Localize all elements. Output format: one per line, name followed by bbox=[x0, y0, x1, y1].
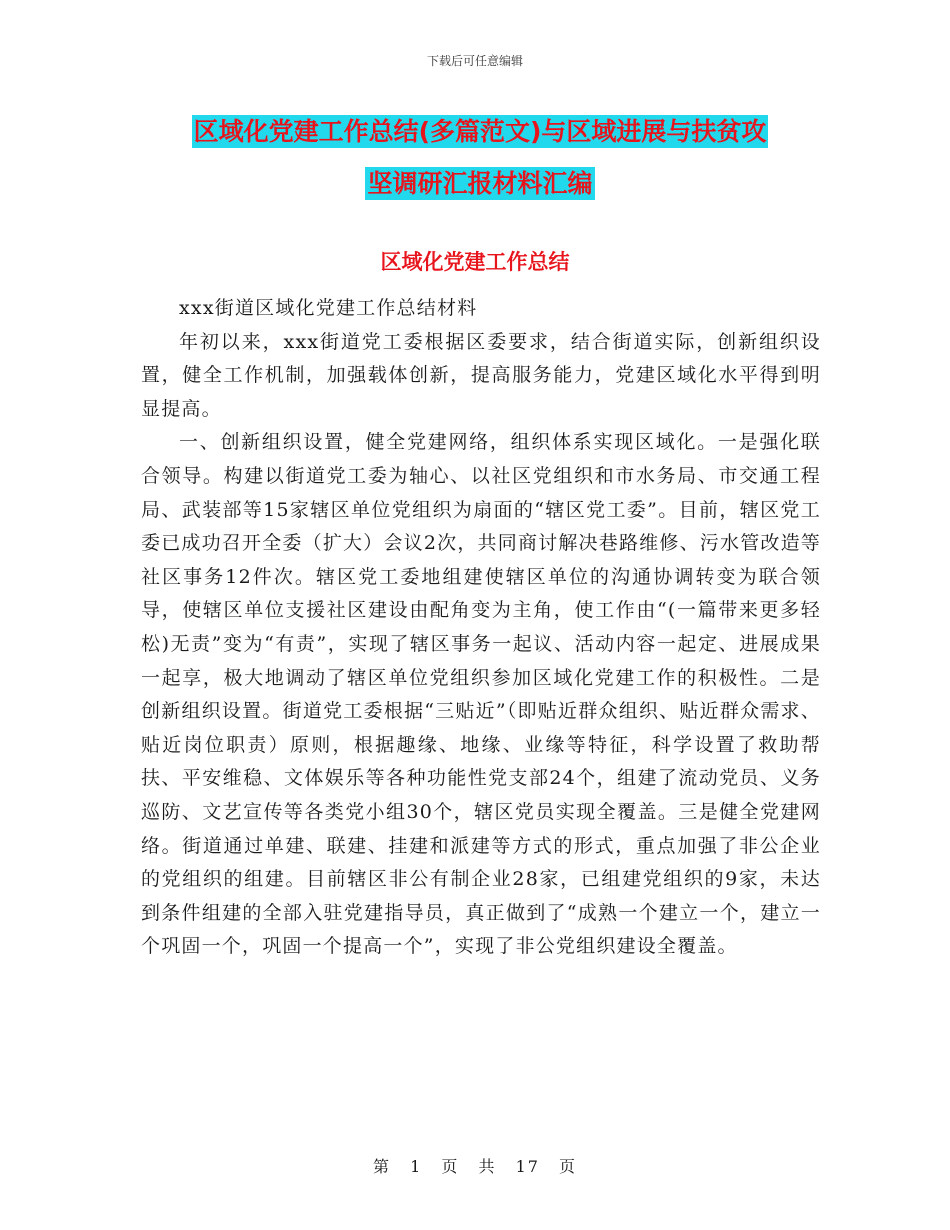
footer-label-unit2: 页 bbox=[559, 1157, 578, 1176]
paragraph: 年初以来，xxx街道党工委根据区委要求，结合街道实际，创新组织设置，健全工作机制，加强载体创新，提高服务能力，党建区域化水平得到明显提高。 bbox=[141, 330, 821, 420]
header-note: 下载后可任意编辑 bbox=[426, 54, 523, 68]
footer-label-unit: 页 bbox=[441, 1157, 460, 1176]
footer-label-page: 第 bbox=[372, 1157, 391, 1176]
document-body bbox=[141, 292, 821, 964]
document-title-line1: 区域化党建工作总结(多篇范文)与区域进展与扶贫攻 bbox=[193, 117, 767, 146]
page-footer bbox=[0, 1154, 950, 1177]
document-title-line2: 坚调研汇报材料汇编 bbox=[367, 169, 593, 198]
document-title bbox=[130, 106, 830, 210]
footer-label-total: 共 bbox=[478, 1157, 497, 1176]
paragraph: xxx街道区域化党建工作总结材料 bbox=[179, 297, 478, 319]
footer-total-pages: 17 bbox=[515, 1157, 540, 1176]
paragraph: 一、创新组织设置，健全党建网络，组织体系实现区域化。一是强化联合领导。构建以街道党工委为轴心、以社区党组织和市水务局、市交通工程局、武装部等15家辖区单位党组织为扇面的“辖区党工委”。目前，辖区党工委已成功召开全委（扩大）会议2次，共同商讨解决巷路维修、污水管改造等社区事务12件次。辖区党工委地组建使辖区单位的沟通协调转变为联合领导，使辖区单位支援社区建设由配角变为主角，使工作由“(一篇带来更多轻松)无责”变为“有责”，实现了辖区事务一起议、活动内容一起定、进展成果一起享，极大地调动了辖区单位党组织参加区域化党建工作的积极性。二是创新组织设置。街道党工委根据“三贴近”（即贴近群众组织、贴近群众需求、贴近岗位职责）原则，根据趣缘、地缘、业缘等特征，科学设置了救助帮扶、平安维稳、文体娱乐等各种功能性党支部24个，组建了流动党员、义务巡防、文艺宣传等各类党小组30个，辖区党员实现全覆盖。三是健全党建网络。街道通过单建、联建、挂建和派建等方式的形式，重点加强了非公企业的党组织的组建。目前辖区非公有制企业28家，已组建党组织的9家，未达到条件组建的全部入驻党建指导员，真正做到了“成熟一个建立一个，建立一个巩固一个，巩固一个提高一个”，实现了非公党组织建设全覆盖。 bbox=[141, 431, 821, 958]
section-title: 区域化党建工作总结 bbox=[380, 250, 570, 274]
footer-current-page: 1 bbox=[410, 1157, 423, 1176]
